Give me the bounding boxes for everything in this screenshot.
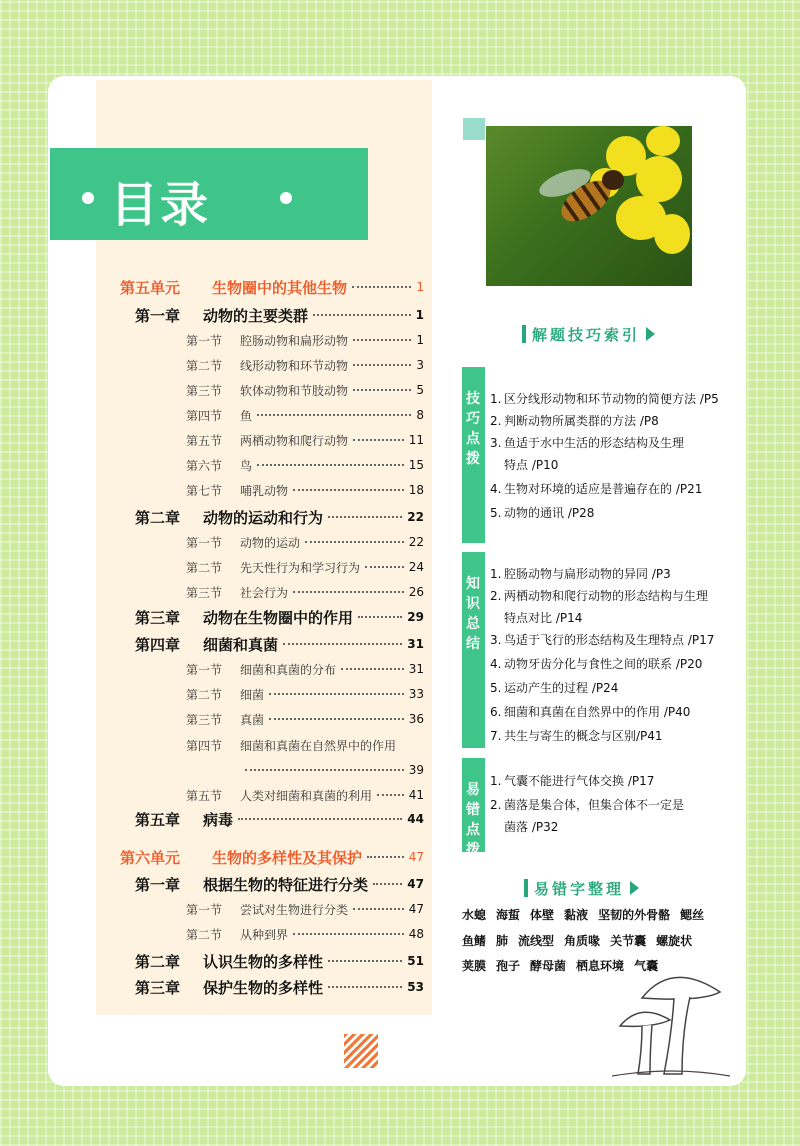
toc-page-number: 15 xyxy=(408,458,424,472)
tip-text: 气囊不能进行气体交换 /P17 xyxy=(504,774,655,788)
toc-title: 细菌和真菌 xyxy=(203,635,279,654)
tip-number: 1. xyxy=(490,774,502,788)
toc-leader xyxy=(353,908,404,910)
toc-page-number: 47 xyxy=(407,877,424,891)
toc-label: 第三节 xyxy=(186,712,223,727)
typo-word: 鳃丝 xyxy=(680,908,705,922)
toc-chapter-row[interactable] xyxy=(135,809,424,829)
tip-number: 4. xyxy=(490,482,502,496)
tip-item[interactable] xyxy=(490,677,742,699)
toc-leader xyxy=(365,566,404,568)
toc-section-row[interactable] xyxy=(186,924,424,944)
typo-word: 栖息环境 xyxy=(576,959,625,973)
toc-leader xyxy=(353,389,411,391)
title-dot-right xyxy=(280,192,292,204)
toc-page-number: 33 xyxy=(408,687,424,701)
toc-title: 动物在生物圈中的作用 xyxy=(203,608,354,627)
toc-leader xyxy=(283,643,402,645)
toc-title: 先天性行为和学习行为 xyxy=(240,560,361,575)
tip-number: 3. xyxy=(490,633,502,647)
typo-word: 孢子 xyxy=(496,959,521,973)
typo-word: 肺 xyxy=(496,934,509,948)
toc-label: 第四章 xyxy=(135,635,181,654)
decorative-stripes xyxy=(344,1034,378,1068)
toc-label: 第二节 xyxy=(186,358,223,373)
toc-section-row[interactable] xyxy=(186,785,424,805)
toc-label: 第三节 xyxy=(186,383,223,398)
typo-row xyxy=(462,932,702,949)
tip-item[interactable] xyxy=(490,478,742,500)
toc-title: 细菌和真菌在自然界中的作用 xyxy=(240,738,397,753)
toc-label: 第五章 xyxy=(135,810,181,829)
toc-page-number: 8 xyxy=(416,408,424,422)
toc-title: 动物的主要类群 xyxy=(203,306,309,325)
typo-word: 流线型 xyxy=(518,934,555,948)
toc-page-number: 11 xyxy=(408,433,424,447)
toc-chapter-row[interactable] xyxy=(135,874,424,894)
page-title: 目录 xyxy=(110,177,211,233)
toc-label: 第一节 xyxy=(186,333,223,348)
toc-label: 第一节 xyxy=(186,535,223,550)
toc-title: 根据生物的特征进行分类 xyxy=(203,875,369,894)
toc-section-row[interactable] xyxy=(186,684,424,704)
tip-item[interactable] xyxy=(490,585,742,629)
toc-label: 第二节 xyxy=(186,927,223,942)
group-rule xyxy=(484,552,485,748)
toc-page-number: 29 xyxy=(407,610,424,624)
toc-label: 第五单元 xyxy=(120,278,181,297)
toc-leader xyxy=(257,464,404,466)
toc-leader xyxy=(373,883,402,885)
toc-label: 第二章 xyxy=(135,508,181,527)
toc-section-row[interactable] xyxy=(186,430,424,450)
tip-item[interactable] xyxy=(490,432,742,476)
toc-section-row[interactable] xyxy=(186,659,424,679)
toc-section-row[interactable] xyxy=(186,709,424,729)
group-tab xyxy=(462,758,484,858)
group-tab-label: 易错点拨 xyxy=(466,782,480,858)
typo-row xyxy=(462,906,714,923)
toc-page-number: 44 xyxy=(407,812,424,826)
tip-item[interactable] xyxy=(490,629,742,651)
toc-leader xyxy=(328,516,402,518)
tip-text: 区分线形动物和环节动物的简便方法 /P5 xyxy=(504,392,719,406)
toc-chapter-row[interactable] xyxy=(135,634,424,654)
tip-number: 5. xyxy=(490,681,502,695)
mushroom-icon xyxy=(612,962,732,1082)
toc-label: 第七节 xyxy=(186,483,223,498)
toc-label: 第四节 xyxy=(186,408,223,423)
toc-leader xyxy=(328,960,402,962)
toc-page-number: 39 xyxy=(408,763,424,777)
toc-leader xyxy=(305,541,404,543)
toc-section-row[interactable] xyxy=(186,735,424,755)
toc-chapter-row[interactable] xyxy=(135,977,424,997)
toc-label: 第三节 xyxy=(186,585,223,600)
typo-word: 角质喙 xyxy=(564,934,601,948)
toc-label: 第五节 xyxy=(186,788,223,803)
toc-page-number: 53 xyxy=(407,980,424,994)
toc-section-row[interactable] xyxy=(186,532,424,552)
toc-label: 第六单元 xyxy=(120,848,181,867)
toc-page-number: 22 xyxy=(407,510,424,524)
toc-leader xyxy=(245,769,404,771)
toc-section-row[interactable] xyxy=(186,330,424,350)
toc-page-number: 24 xyxy=(408,560,424,574)
toc-page-number: 31 xyxy=(408,662,424,676)
toc-page-number: 1 xyxy=(416,280,424,294)
toc-leader xyxy=(352,286,411,288)
toc-page-number: 22 xyxy=(408,535,424,549)
tip-number: 4. xyxy=(490,657,502,671)
typo-word: 气囊 xyxy=(634,959,659,973)
toc-page-number: 41 xyxy=(408,788,424,802)
toc-unit-row[interactable] xyxy=(120,277,424,297)
toc-title: 尝试对生物进行分类 xyxy=(240,902,349,917)
tip-number: 2. xyxy=(490,798,502,812)
toc-label: 第一章 xyxy=(135,875,181,894)
toc-title: 腔肠动物和扁形动物 xyxy=(240,333,349,348)
toc-title: 细菌和真菌的分布 xyxy=(240,662,337,677)
tip-text: 共生与寄生的概念与区别/P41 xyxy=(504,729,663,743)
toc-page-number: 1 xyxy=(415,308,424,322)
toc-leader xyxy=(353,364,411,366)
toc-title: 鸟 xyxy=(240,458,253,473)
group-tab xyxy=(462,367,484,543)
tip-text-continued: 菌落 /P32 xyxy=(504,820,559,834)
group-tab-label: 知识总结 xyxy=(466,576,480,652)
tip-text-continued: 特点 /P10 xyxy=(504,458,559,472)
tip-number: 2. xyxy=(490,589,502,603)
tip-item[interactable] xyxy=(490,701,742,723)
tip-item[interactable] xyxy=(490,770,742,792)
toc-label: 第二节 xyxy=(186,560,223,575)
toc-title: 生物的多样性及其保护 xyxy=(212,848,363,867)
toc-section-row[interactable] xyxy=(186,380,424,400)
photo-corner-accent xyxy=(463,118,485,140)
tip-item[interactable] xyxy=(490,653,742,675)
toc-title: 细菌 xyxy=(240,687,265,702)
toc-label: 第一节 xyxy=(186,662,223,677)
tip-text: 细菌和真菌在自然界中的作用 /P40 xyxy=(504,705,691,719)
toc-leader xyxy=(238,818,402,820)
group-rule xyxy=(484,367,485,543)
tip-text: 鸟适于飞行的形态结构及生理特点 /P17 xyxy=(504,633,715,647)
tip-item[interactable] xyxy=(490,388,742,410)
toc-section-row[interactable] xyxy=(186,455,424,475)
toc-leader xyxy=(269,718,404,720)
toc-chapter-row[interactable] xyxy=(135,507,424,527)
toc-title: 从种到界 xyxy=(240,927,289,942)
toc-title: 认识生物的多样性 xyxy=(203,952,324,971)
tip-number: 2. xyxy=(490,414,502,428)
toc-label: 第四节 xyxy=(186,738,223,753)
bee-photo xyxy=(486,126,692,286)
toc-leader xyxy=(269,693,404,695)
toc-title: 动物的运动 xyxy=(240,535,301,550)
toc-section-row[interactable] xyxy=(186,582,424,602)
toc-chapter-row[interactable] xyxy=(135,951,424,971)
toc-title: 社会行为 xyxy=(240,585,289,600)
toc-label: 第一节 xyxy=(186,902,223,917)
toc-title: 人类对细菌和真菌的利用 xyxy=(240,788,373,803)
title-dot-left xyxy=(82,192,94,204)
toc-page-number: 48 xyxy=(408,927,424,941)
typo-word: 海蜇 xyxy=(496,908,521,922)
toc-page-number: 31 xyxy=(407,637,424,651)
tip-number: 1. xyxy=(490,392,502,406)
typo-word: 酵母菌 xyxy=(530,959,567,973)
toc-chapter-row[interactable] xyxy=(135,607,424,627)
tip-number: 6. xyxy=(490,705,502,719)
toc-title: 软体动物和节肢动物 xyxy=(240,383,349,398)
tip-text: 动物牙齿分化与食性之间的联系 /P20 xyxy=(504,657,703,671)
toc-leader xyxy=(377,794,404,796)
typo-word: 体壁 xyxy=(530,908,555,922)
typo-word: 坚韧的外骨骼 xyxy=(598,908,671,922)
tip-text: 生物对环境的适应是普遍存在的 /P21 xyxy=(504,482,703,496)
toc-title: 生物圈中的其他生物 xyxy=(212,278,348,297)
toc-section-continuation xyxy=(240,760,424,780)
tip-item[interactable] xyxy=(490,725,742,747)
group-tab-label: 技巧点拨 xyxy=(466,391,480,467)
tip-text: 腔肠动物与扁形动物的异同 /P3 xyxy=(504,567,671,581)
toc-label: 第二节 xyxy=(186,687,223,702)
toc-unit-row[interactable] xyxy=(120,847,424,867)
typo-word: 螺旋状 xyxy=(656,934,693,948)
typo-heading: 易错字整理 xyxy=(524,876,639,900)
toc-title: 两栖动物和爬行动物 xyxy=(240,433,349,448)
toc-chapter-row[interactable] xyxy=(135,305,424,325)
toc-page-number: 47 xyxy=(408,850,424,864)
toc-page-number: 51 xyxy=(407,954,424,968)
tip-text: 菌落是集合体，但集合体不一定是 xyxy=(504,798,685,812)
typo-word: 荚膜 xyxy=(462,959,487,973)
typo-word: 鱼鳍 xyxy=(462,934,487,948)
toc-page-number: 1 xyxy=(416,333,424,347)
toc-leader xyxy=(293,933,404,935)
toc-page-number: 18 xyxy=(408,483,424,497)
title-banner xyxy=(50,148,368,240)
index-heading: 解题技巧索引 xyxy=(522,322,655,346)
toc-title: 线形动物和环节动物 xyxy=(240,358,349,373)
toc-leader xyxy=(313,314,411,316)
toc-page-number: 26 xyxy=(408,585,424,599)
typo-word: 水螅 xyxy=(462,908,487,922)
toc-label: 第三章 xyxy=(135,978,181,997)
toc-leader xyxy=(353,439,404,441)
toc-label: 第三章 xyxy=(135,608,181,627)
typo-word: 关节囊 xyxy=(610,934,647,948)
toc-section-row[interactable] xyxy=(186,480,424,500)
toc-title: 动物的运动和行为 xyxy=(203,508,324,527)
toc-page-number: 3 xyxy=(416,358,424,372)
toc-page-number: 5 xyxy=(416,383,424,397)
group-rule xyxy=(484,758,485,852)
toc-leader xyxy=(341,668,404,670)
tip-number: 1. xyxy=(490,567,502,581)
tip-text: 运动产生的过程 /P24 xyxy=(504,681,619,695)
toc-section-row[interactable] xyxy=(186,899,424,919)
toc-label: 第六节 xyxy=(186,458,223,473)
tip-text: 判断动物所属类群的方法 /P8 xyxy=(504,414,659,428)
tip-number: 5. xyxy=(490,506,502,520)
toc-title: 哺乳动物 xyxy=(240,483,289,498)
tip-item[interactable] xyxy=(490,794,742,838)
toc-section-row[interactable] xyxy=(186,405,424,425)
toc-page-number: 47 xyxy=(408,902,424,916)
tip-text-continued: 特点对比 /P14 xyxy=(504,611,583,625)
toc-title: 鱼 xyxy=(240,408,253,423)
toc-leader xyxy=(293,489,404,491)
typo-word: 黏液 xyxy=(564,908,589,922)
toc-title: 保护生物的多样性 xyxy=(203,978,324,997)
tip-text: 动物的通讯 /P28 xyxy=(504,506,595,520)
toc-title: 病毒 xyxy=(203,810,234,829)
toc-leader xyxy=(293,591,404,593)
toc-leader xyxy=(328,986,402,988)
toc-leader xyxy=(358,616,402,618)
tip-item[interactable] xyxy=(490,502,742,524)
tip-item[interactable] xyxy=(490,563,742,585)
toc-leader xyxy=(367,856,404,858)
tip-text: 鱼适于水中生活的形态结构及生理 xyxy=(504,436,685,450)
tip-number: 7. xyxy=(490,729,502,743)
toc-label: 第二章 xyxy=(135,952,181,971)
toc-section-row[interactable] xyxy=(186,355,424,375)
tip-item[interactable] xyxy=(490,410,742,432)
tip-text: 两栖动物和爬行动物的形态结构与生理 xyxy=(504,589,709,603)
toc-leader xyxy=(257,414,411,416)
toc-label: 第一章 xyxy=(135,306,181,325)
toc-section-row[interactable] xyxy=(186,557,424,577)
group-tab xyxy=(462,552,484,748)
toc-title: 真菌 xyxy=(240,712,265,727)
toc-label: 第五节 xyxy=(186,433,223,448)
tip-number: 3. xyxy=(490,436,502,450)
toc-page-number: 36 xyxy=(408,712,424,726)
toc-leader xyxy=(353,339,411,341)
